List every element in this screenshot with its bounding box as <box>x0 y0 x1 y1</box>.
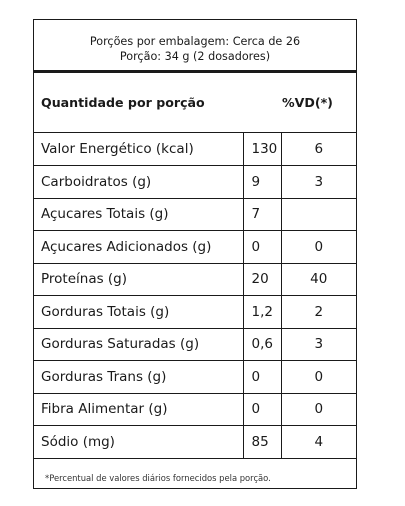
table-row <box>34 166 356 199</box>
nutrient-quantity: 0 <box>243 393 281 426</box>
nutrient-quantity: 85 <box>243 426 281 459</box>
footnote: *Percentual de valores diários fornecidos pela porção. <box>45 472 271 483</box>
nutrient-name: Gorduras Saturadas (g) <box>34 328 243 361</box>
nutrient-quantity: 1,2 <box>243 296 281 329</box>
table-row <box>34 263 356 296</box>
nutrient-daily-value: 0 <box>281 361 356 394</box>
nutrient-name: Sódio (mg) <box>34 426 243 459</box>
nutrient-quantity: 0,6 <box>243 328 281 361</box>
nutrient-name: Açucares Adicionados (g) <box>34 231 243 264</box>
daily-value-heading: %VD(*) <box>282 95 333 110</box>
nutrient-quantity: 130 <box>243 133 281 166</box>
nutrient-daily-value: 3 <box>281 328 356 361</box>
table-row <box>34 361 356 394</box>
nutrient-quantity: 7 <box>243 198 281 231</box>
nutrient-name: Valor Energético (kcal) <box>34 133 243 166</box>
table-row <box>34 231 356 264</box>
nutrient-quantity: 9 <box>243 166 281 199</box>
nutrient-quantity: 0 <box>243 361 281 394</box>
nutrient-daily-value: 3 <box>281 166 356 199</box>
table-row <box>34 296 356 329</box>
quantity-per-serving-heading: Quantidade por porção <box>41 95 205 110</box>
table-row <box>34 426 356 459</box>
nutrient-daily-value: 40 <box>281 263 356 296</box>
table-row <box>34 393 356 426</box>
nutrient-table <box>34 133 356 459</box>
nutrient-daily-value: 4 <box>281 426 356 459</box>
serving-size: Porção: 34 g (2 dosadores) <box>119 50 271 63</box>
nutrient-name: Fibra Alimentar (g) <box>34 393 243 426</box>
serving-info <box>34 20 356 73</box>
nutrient-name: Proteínas (g) <box>34 263 243 296</box>
nutrient-daily-value <box>281 198 356 231</box>
table-row <box>34 133 356 166</box>
servings-per-package: Porções por embalagem: Cerca de 26 <box>89 35 301 48</box>
nutrient-quantity: 0 <box>243 231 281 264</box>
nutrient-name: Carboidratos (g) <box>34 166 243 199</box>
table-row <box>34 328 356 361</box>
nutrient-name: Gorduras Trans (g) <box>34 361 243 394</box>
nutrient-name: Açucares Totais (g) <box>34 198 243 231</box>
nutrition-facts-label <box>33 19 357 489</box>
nutrient-quantity: 20 <box>243 263 281 296</box>
nutrient-daily-value: 6 <box>281 133 356 166</box>
nutrient-daily-value: 2 <box>281 296 356 329</box>
nutrient-daily-value: 0 <box>281 231 356 264</box>
table-header <box>34 73 356 133</box>
table-row <box>34 198 356 231</box>
nutrient-name: Gorduras Totais (g) <box>34 296 243 329</box>
nutrient-daily-value: 0 <box>281 393 356 426</box>
